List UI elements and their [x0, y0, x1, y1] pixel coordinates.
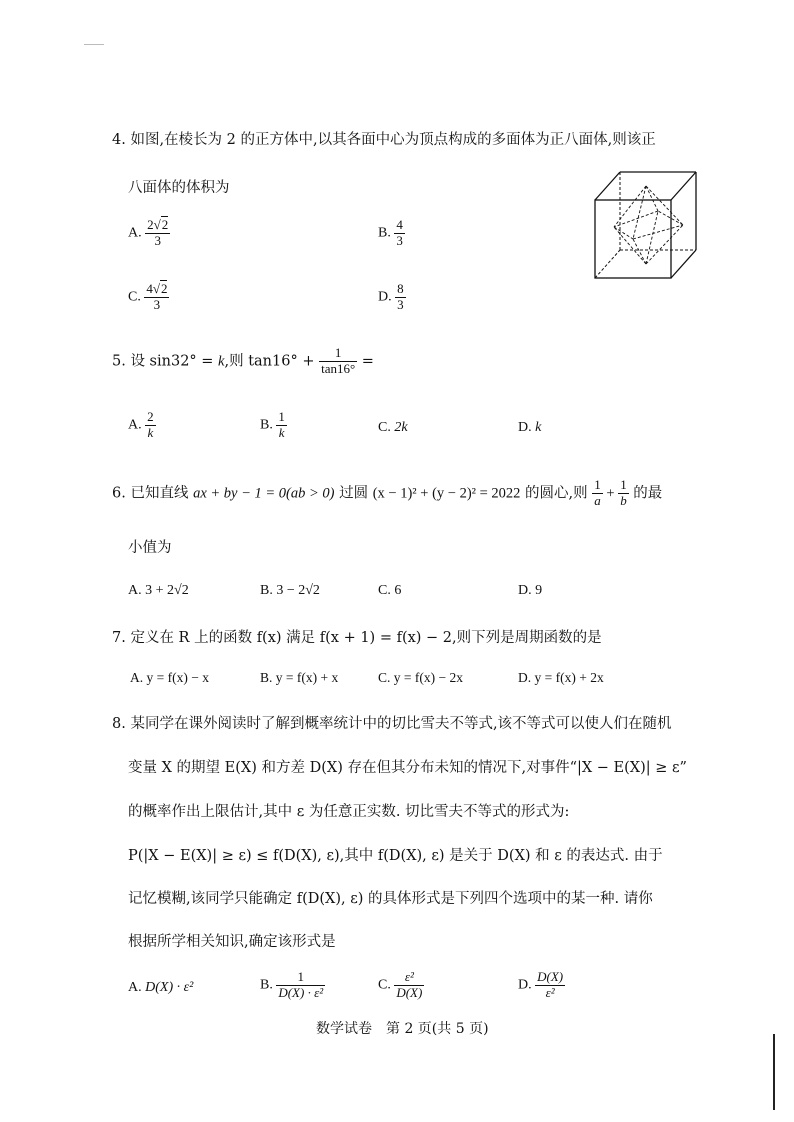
q7-option-c: C. y = f(x) − 2x — [378, 670, 463, 685]
q8-stem-line4: P(|X − E(X)| ≥ ε) ≤ f(D(X), ε),其中 f(D(X), ε) 是关于 D(X) 和 ε 的表达式. 由于 — [128, 848, 663, 864]
q8-stem-line5: 记忆模糊,该同学只能确定 f(D(X), ε) 的具体形式是下列四个选项中的某一种. 请你 — [128, 891, 653, 907]
q7-option-a: A. y = f(x) − x — [130, 670, 209, 685]
q6-option-a: A. 3 + 2√2 — [128, 583, 189, 598]
q5-stem: 5. 设 sin32° = k,则 tan16° + $\frac{1}{\tan 16^\circ}$ = — [112, 345, 374, 376]
q8-option-d: D. $\frac{D(X)}{\text{ε²}}$ — [518, 969, 564, 1000]
q6-option-c: C. 6 — [378, 583, 402, 598]
scan-mark — [84, 44, 104, 45]
q4-stem-line1: 4. 如图,在棱长为 2 的正方体中,以其各面中心为顶点构成的多面体为正八面体,则该正 — [112, 132, 656, 148]
q5-option-c: C. 2k — [378, 420, 408, 435]
q6-stem-line2: 小值为 — [128, 540, 172, 556]
q8-stem-line3: 的概率作出上限估计,其中 ε 为任意正实数. 切比雪夫不等式的形式为: — [128, 804, 570, 820]
q4-option-c: C. $\frac{4√2}{3}$ — [128, 281, 168, 312]
q6-option-b: B. 3 − 2√2 — [260, 583, 320, 598]
q7-option-b: B. y = f(x) + x — [260, 670, 339, 685]
q6-option-d: D. 9 — [518, 583, 543, 598]
q7-stem: 7. 定义在 R 上的函数 f(x) 满足 f(x + 1) = f(x) − 2,则下列是周期函数的是 — [112, 630, 602, 646]
q8-stem-line2: 变量 X 的期望 E(X) 和方差 D(X) 存在但其分布未知的情况下,对事件“|X − E(X)| ≥ ε” — [128, 760, 687, 776]
q5-option-b: B. $\frac{1}{k}$ — [260, 409, 285, 440]
cube-octahedron-figure — [592, 170, 698, 282]
q8-option-c: C. $\frac{\text{ε²}}{D(X)}$ — [378, 969, 423, 1000]
q5-option-d: D. k — [518, 420, 542, 435]
q8-option-a: A. D(X) · ε² — [128, 980, 194, 995]
q8-stem-line1: 8. 某同学在课外阅读时了解到概率统计中的切比雪夫不等式,该不等式可以使人们在随机 — [112, 716, 672, 732]
q4-option-d: D. $\frac{8}{3}$ — [378, 281, 404, 312]
q8-option-b: B. $\frac{1}{\text{D(X) · ε²}}$ — [260, 969, 324, 1000]
q6-stem-line1: 6. 已知直线 ax + by − 1 = 0(ab > 0) 过圆 (x − 1)² + (y − 2)² = 2022 的圆心,则 $\frac{1}{a}$ + $\frac{1}{b}$ 的最 — [112, 477, 663, 508]
q4-stem-line2: 八面体的体积为 — [128, 180, 230, 196]
q4-option-b: B. $\frac{4}{3}$ — [378, 217, 403, 248]
q4-option-a: A. $\frac{2√2}{3}$ — [128, 217, 169, 248]
q8-stem-line6: 根据所学相关知识,确定该形式是 — [128, 934, 336, 950]
q7-option-d: D. y = f(x) + 2x — [518, 670, 604, 685]
q5-option-a: A. $\frac{2}{k}$ — [128, 409, 154, 440]
scan-edge-line — [773, 1034, 775, 1110]
page-footer: 数学试卷 第 2 页(共 5 页) — [316, 1021, 489, 1037]
